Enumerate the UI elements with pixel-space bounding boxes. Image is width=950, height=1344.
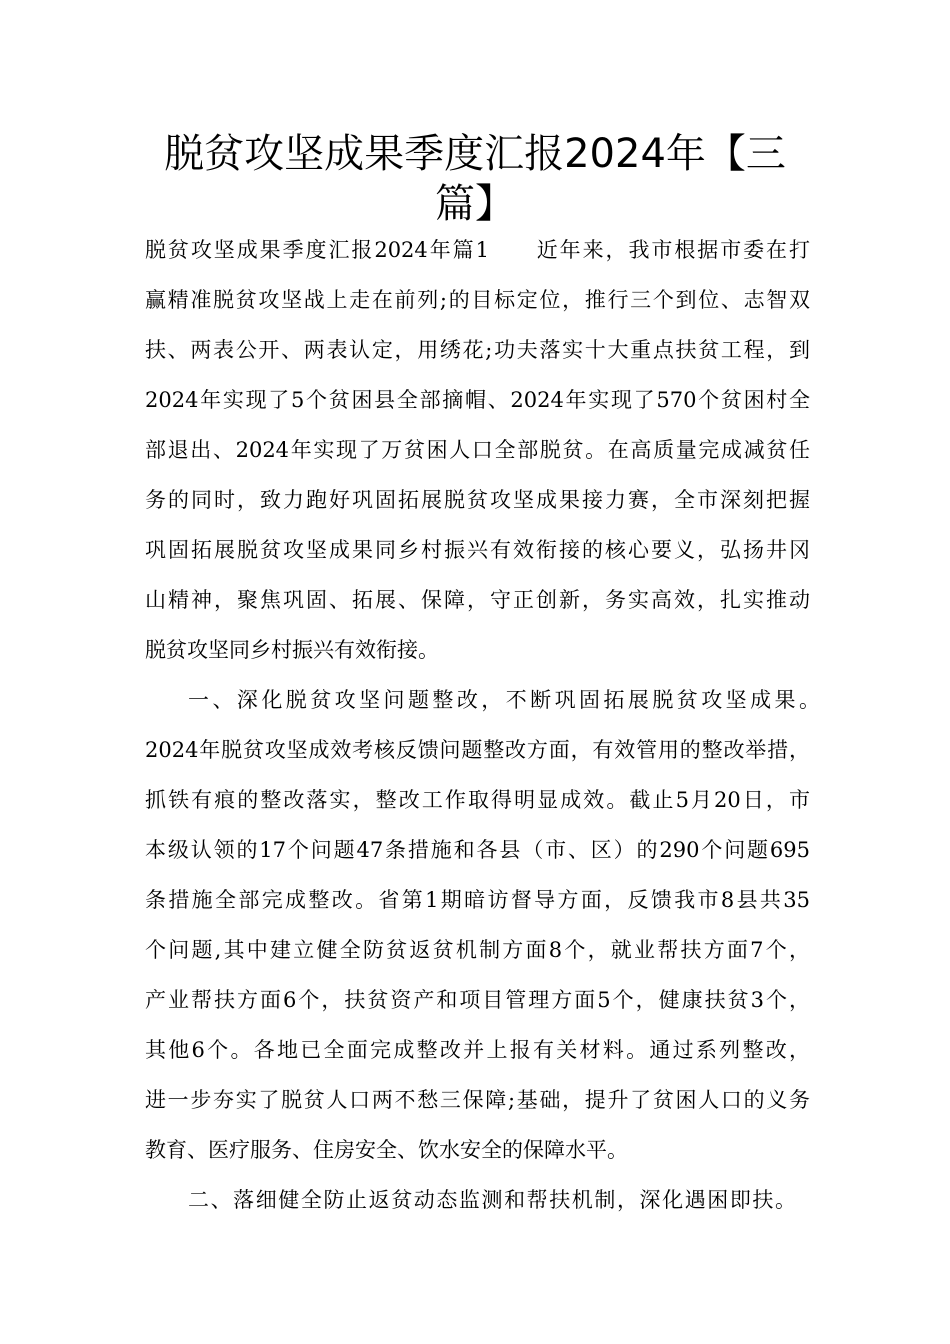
body-line: 2024年实现了5个贫困县全部摘帽、2024年实现了570个贫困村全 [145, 388, 810, 412]
body-line: 教育、医疗服务、住房安全、饮水安全的保障水平。 [145, 1138, 628, 1162]
body-line: 进一步夯实了脱贫人口两不愁三保障;基础，提升了贫困人口的义务 [145, 1088, 810, 1112]
body-line: 部退出、2024年实现了万贫困人口全部脱贫。在高质量完成减贫任 [145, 438, 810, 462]
body-line: 抓铁有痕的整改落实，整改工作取得明显成效。截止5月20日，市 [145, 788, 810, 812]
body-line: 务的同时，致力跑好巩固拓展脱贫攻坚成果接力赛，全市深刻把握 [145, 488, 810, 512]
body-line: 赢精准脱贫攻坚战上走在前列;的目标定位，推行三个到位、志智双 [145, 288, 810, 312]
body-line: 个问题,其中建立健全防贫返贫机制方面8个，就业帮扶方面7个， [145, 938, 810, 962]
body-line: 条措施全部完成整改。省第1期暗访督导方面，反馈我市8县共35 [145, 888, 810, 912]
body-line: 山精神，聚焦巩固、拓展、保障，守正创新，务实高效，扎实推动 [145, 588, 810, 612]
section-heading-2: 二、落细健全防止返贫动态监测和帮扶机制，深化遇困即扶。 [188, 1188, 796, 1212]
body-line: 巩固拓展脱贫攻坚成果同乡村振兴有效衔接的核心要义，弘扬井冈 [145, 538, 810, 562]
body-line: 脱贫攻坚成果季度汇报2024年篇1 近年来，我市根据市委在打 [145, 238, 810, 262]
document-title-line-2: 篇】 [435, 181, 515, 227]
body-line: 产业帮扶方面6个，扶贫资产和项目管理方面5个，健康扶贫3个， [145, 988, 810, 1012]
body-line: 本级认领的17个问题47条措施和各县（市、区）的290个问题695 [145, 838, 810, 862]
body-line: 2024年脱贫攻坚成效考核反馈问题整改方面，有效管用的整改举措， [145, 738, 810, 762]
body-line: 扶、两表公开、两表认定，用绣花;功夫落实十大重点扶贫工程，到 [145, 338, 810, 362]
section-heading-1: 一、深化脱贫攻坚问题整改，不断巩固拓展脱贫攻坚成果。 [188, 688, 820, 712]
document-title-line-1: 脱贫攻坚成果季度汇报2024年【三 [164, 131, 786, 177]
body-line: 其他6个。各地已全面完成整改并上报有关材料。通过系列整改， [145, 1038, 810, 1062]
body-line: 脱贫攻坚同乡村振兴有效衔接。 [145, 638, 439, 662]
